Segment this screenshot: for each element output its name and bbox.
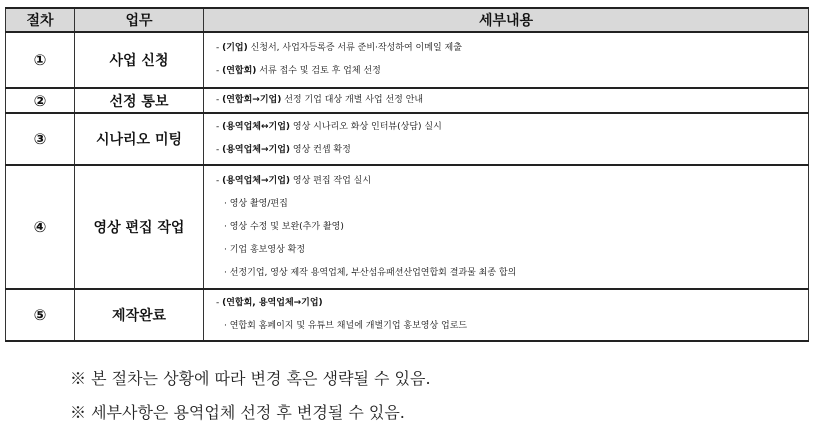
detail-text: 영상 촬영/편집 xyxy=(229,198,288,209)
detail-bullet: - xyxy=(216,145,223,155)
detail-actor: (용역업체↔기업) xyxy=(222,122,291,132)
header-row xyxy=(6,8,809,32)
task-name: 시나리오 미팅 xyxy=(75,113,204,165)
step-number: ⑤ xyxy=(6,289,75,341)
detail-bullet: · xyxy=(224,198,230,209)
detail-bullet: · xyxy=(224,221,230,232)
detail-line xyxy=(216,89,808,112)
detail-text: 연합회 홈페이지 및 유튜브 채널에 개별기업 홍보영상 업로드 xyxy=(229,321,468,331)
note-details-change: ※ 세부사항은 용역업체 선정 후 변경될 수 있음. xyxy=(70,403,405,422)
detail-line xyxy=(216,292,808,315)
task-details xyxy=(204,32,809,88)
table-row xyxy=(6,88,809,113)
task-name: 사업 신청 xyxy=(75,32,204,88)
header-step: 절차 xyxy=(6,8,75,32)
task-details xyxy=(204,289,809,341)
task-details xyxy=(204,113,809,165)
header-task: 업무 xyxy=(75,8,204,32)
step-number: ③ xyxy=(6,113,75,165)
detail-bullet: - xyxy=(216,95,223,105)
detail-bullet: - xyxy=(216,122,223,132)
detail-bullet: - xyxy=(216,66,223,76)
detail-actor: (용역업체→기업) xyxy=(222,175,291,186)
task-details xyxy=(204,88,809,113)
task-name: 영상 편집 작업 xyxy=(75,165,204,289)
table-row xyxy=(6,32,809,88)
table-row xyxy=(6,289,809,341)
task-details xyxy=(204,165,809,289)
detail-bullet: · xyxy=(224,267,230,278)
detail-line xyxy=(216,239,808,262)
header-details: 세부내용 xyxy=(204,8,809,32)
detail-text: 영상 시나리오 화상 인터뷰(상담) 실시 xyxy=(290,122,442,132)
detail-text: 기업 홍보영상 확정 xyxy=(229,244,306,255)
detail-actor: (기업) xyxy=(222,43,248,53)
procedure-table xyxy=(5,7,809,342)
detail-actor: (연합회, 용역업체→기업) xyxy=(222,298,323,308)
table-row xyxy=(6,165,809,289)
detail-bullet: - xyxy=(216,175,223,186)
procedure-body xyxy=(6,32,809,341)
detail-line xyxy=(216,37,808,60)
detail-actor: (연합회→기업) xyxy=(222,95,282,105)
detail-line xyxy=(216,170,808,193)
detail-line xyxy=(216,139,808,162)
detail-actor: (용역업체→기업) xyxy=(222,145,291,155)
detail-actor: (연합회) xyxy=(222,66,257,76)
step-number: ① xyxy=(6,32,75,88)
detail-text: 선정기업, 영상 제작 용역업체, 부산섬유패션산업연합회 결과물 최종 합의 xyxy=(229,267,517,278)
detail-line xyxy=(216,216,808,239)
detail-text: 영상 수정 및 보완(추가 촬영) xyxy=(229,221,344,232)
detail-line xyxy=(216,262,808,285)
detail-text: 영상 편집 작업 실시 xyxy=(290,175,372,186)
detail-bullet: - xyxy=(216,298,223,308)
detail-bullet: · xyxy=(224,244,230,255)
task-name: 선정 통보 xyxy=(75,88,204,113)
detail-text: 신청서, 사업자등록증 서류 준비·작성하여 이메일 제출 xyxy=(247,43,462,53)
note-procedure-change: ※ 본 절차는 상황에 따라 변경 혹은 생략될 수 있음. xyxy=(70,369,431,388)
detail-line xyxy=(216,193,808,216)
detail-line xyxy=(216,315,808,338)
step-number: ② xyxy=(6,88,75,113)
detail-text: 서류 접수 및 검토 후 업체 선정 xyxy=(256,66,381,76)
detail-text: 선정 기업 대상 개별 사업 선정 안내 xyxy=(281,95,424,105)
table-row xyxy=(6,113,809,165)
task-name: 제작완료 xyxy=(75,289,204,341)
detail-line xyxy=(216,116,808,139)
detail-text: 영상 컨셉 확정 xyxy=(290,145,351,155)
step-number: ④ xyxy=(6,165,75,289)
detail-bullet: · xyxy=(224,321,230,331)
detail-bullet: - xyxy=(216,43,223,53)
detail-line xyxy=(216,60,808,83)
